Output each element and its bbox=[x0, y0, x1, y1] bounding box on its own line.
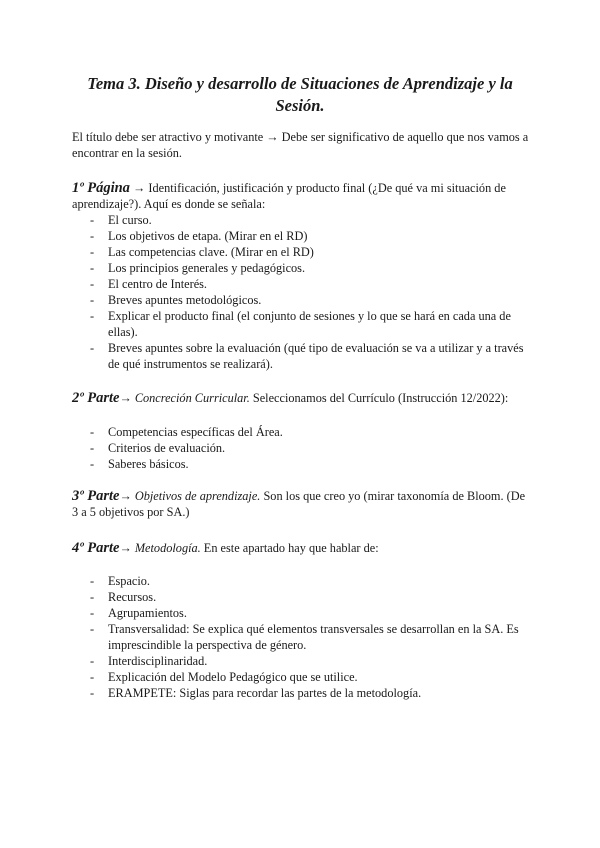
list-item: - Las competencias clave. (Mirar en el RD) bbox=[72, 244, 534, 260]
section-3-text: Son los que creo yo (mirar taxonomía de Bloom. (De 3 a 5 objetivos por SA.) bbox=[72, 489, 526, 519]
list-item: - Transversalidad: Se explica qué elementos transversales se desarrollan en la SA. Es imprescindible la perspectiva de género. bbox=[72, 621, 534, 653]
list-item: - Criterios de evaluación. bbox=[72, 440, 534, 456]
list-item: - Saberes básicos. bbox=[72, 456, 534, 472]
section-4-heading: 4º Parte bbox=[72, 540, 120, 556]
section-2-list bbox=[72, 424, 534, 472]
section-3-heading: 3º Parte bbox=[72, 488, 120, 504]
section-4-list bbox=[72, 573, 534, 701]
section-2-heading: 2º Parte bbox=[72, 390, 120, 406]
list-item: - Explicación del Modelo Pedagógico que se utilice. bbox=[72, 669, 534, 685]
section-2-arrow: → bbox=[119, 391, 135, 405]
section-3-subheading: Objetivos de aprendizaje. bbox=[134, 489, 261, 503]
section-1-list bbox=[72, 212, 534, 372]
section-3-arrow: → bbox=[119, 489, 135, 503]
intro-paragraph: El título debe ser atractivo y motivante → Debe ser significativo de aquello que nos vamos a encontrar en la sesión. bbox=[72, 130, 529, 160]
list-item: - Recursos. bbox=[72, 589, 534, 605]
list-item: - Interdisciplinaridad. bbox=[72, 653, 534, 669]
list-item: - Breves apuntes sobre la evaluación (qué tipo de evaluación se va a utilizar y a través de qué instrumentos se realizará). bbox=[72, 340, 534, 372]
section-1-text: Identificación, justificación y producto final (¿De qué va mi situación de aprendizaje?). Aquí es donde se señala: bbox=[72, 181, 506, 211]
section-4-text: En este apartado hay que hablar de: bbox=[200, 541, 379, 555]
list-item: - Competencias específicas del Área. bbox=[72, 424, 534, 440]
section-1-paragraph bbox=[72, 180, 534, 212]
list-item: - El centro de Interés. bbox=[72, 276, 534, 292]
list-item: - ERAMPETE: Siglas para recordar las partes de la metodología. bbox=[72, 685, 534, 701]
section-4-paragraph bbox=[72, 540, 534, 556]
section-1-arrow: → bbox=[129, 181, 149, 195]
section-4-subheading: Metodología. bbox=[134, 541, 201, 555]
list-item: - Espacio. bbox=[72, 573, 534, 589]
section-2-text: Seleccionamos del Currículo (Instrucción 12/2022): bbox=[249, 391, 509, 405]
list-item: - El curso. bbox=[72, 212, 534, 228]
list-item: - Agrupamientos. bbox=[72, 605, 534, 621]
section-1-heading: 1º Página bbox=[72, 180, 130, 196]
list-item: - Explicar el producto final (el conjunto de sesiones y lo que se hará en cada una de ellas). bbox=[72, 308, 534, 340]
section-2-subheading: Concreción Curricular. bbox=[134, 391, 250, 405]
list-item: - Breves apuntes metodológicos. bbox=[72, 292, 534, 308]
list-item: - Los principios generales y pedagógicos. bbox=[72, 260, 534, 276]
section-3-paragraph bbox=[72, 488, 534, 520]
list-item: - Los objetivos de etapa. (Mirar en el RD) bbox=[72, 228, 534, 244]
section-4-arrow: → bbox=[119, 541, 135, 555]
section-2-paragraph bbox=[72, 390, 534, 406]
document-title: Tema 3. Diseño y desarrollo de Situaciones de Aprendizaje y la Sesión. bbox=[87, 74, 513, 115]
